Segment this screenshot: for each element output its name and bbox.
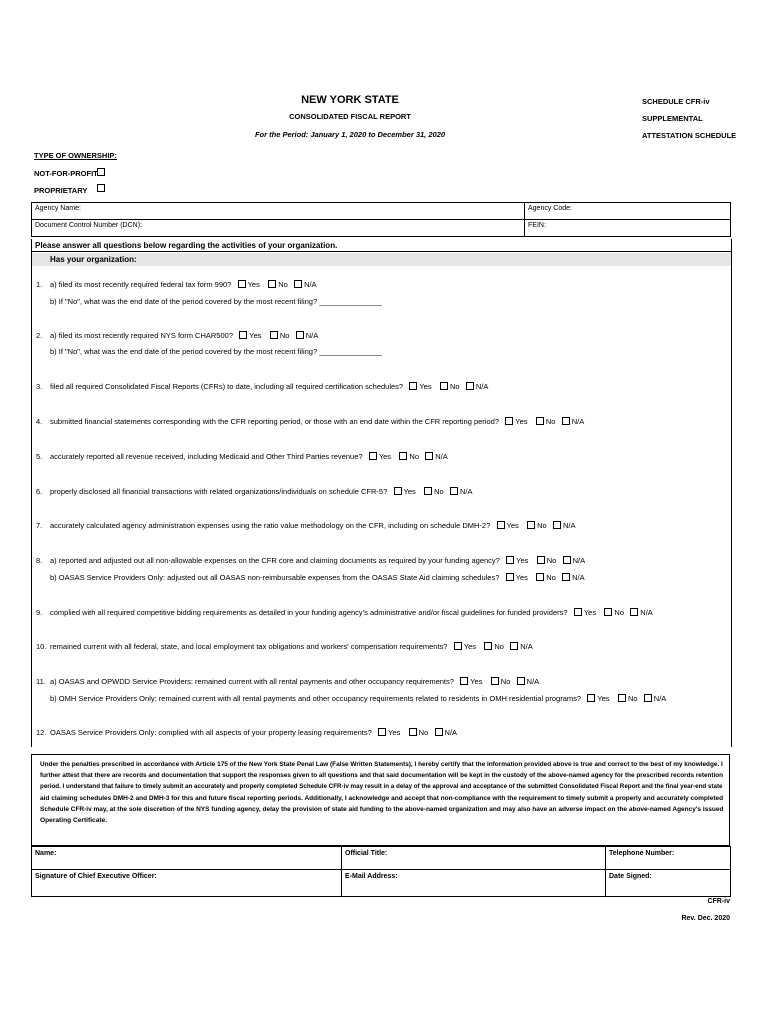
yes-checkbox[interactable] (505, 417, 513, 425)
agency-info-table (31, 202, 731, 237)
telephone-field[interactable] (606, 847, 731, 870)
yes-label: Yes (516, 556, 529, 565)
question-text: submitted financial statements corresponding with the CFR reporting period, or those with an end date within the CFR reporting period? (50, 417, 499, 426)
no-label: No (546, 556, 557, 565)
no-label: No (545, 417, 556, 426)
question-number: 9. (36, 608, 43, 617)
no-checkbox[interactable] (424, 487, 432, 495)
no-label: No (546, 573, 556, 582)
na-label: N/A (562, 521, 576, 530)
email-label: E-Mail Address: (345, 873, 398, 880)
question-text: accurately reported all revenue received, including Medicaid and Other Third Parties revenue? (50, 452, 363, 461)
question-text: b) OMH Service Providers Only: remained current with all rental payments and other occupancy requirements related to residents in OMH residential programs? (50, 694, 582, 703)
no-checkbox[interactable] (484, 642, 492, 650)
na-label: N/A (459, 487, 473, 496)
na-checkbox[interactable] (294, 280, 302, 288)
yes-label: Yes (515, 573, 528, 582)
no-checkbox[interactable] (270, 331, 278, 339)
no-checkbox[interactable] (618, 694, 626, 702)
yes-label: Yes (583, 608, 597, 617)
schedule-id: SCHEDULE CFR-iv (642, 97, 710, 106)
no-checkbox[interactable] (536, 573, 544, 581)
yes-label: Yes (247, 280, 260, 289)
yes-label: Yes (597, 694, 610, 703)
question-number: 12. (36, 728, 47, 737)
no-label: No (434, 487, 444, 496)
agency-code-label: Agency Code: (528, 205, 572, 212)
question-number: 1. (36, 280, 43, 289)
question-number: 4. (36, 417, 43, 426)
na-checkbox[interactable] (466, 382, 474, 390)
no-label: No (627, 694, 638, 703)
na-label: N/A (475, 382, 489, 391)
official-title-label: Official Title: (345, 850, 388, 857)
certification-statement (31, 754, 730, 846)
yes-label: Yes (506, 521, 519, 530)
yes-checkbox[interactable] (378, 728, 386, 736)
yes-checkbox[interactable] (587, 694, 595, 702)
na-label: N/A (435, 452, 448, 461)
cert-line: aid claiming schedules DMH-2 and DMH-3 for this and future fiscal reporting periods. Additionally, I acknowledge and accept that non-compliance with the requirement to timely submit a properly and accurately completed (40, 794, 724, 802)
na-checkbox[interactable] (296, 331, 304, 339)
question-text: OASAS Service Providers Only: complied with all aspects of your property leasing requirements? (50, 728, 372, 737)
schedule-attestation: ATTESTATION SCHEDULE (642, 131, 737, 140)
na-label: N/A (304, 280, 317, 289)
no-checkbox[interactable] (491, 677, 499, 685)
question-text: properly disclosed all financial transactions with related organizations/individuals on schedule CFR-5? (50, 487, 388, 496)
yes-checkbox[interactable] (409, 382, 417, 390)
agency-code-field[interactable] (525, 203, 731, 220)
form-id: CFR-iv (707, 898, 730, 905)
yes-label: Yes (388, 728, 401, 737)
dcn-field[interactable] (32, 220, 525, 237)
proprietary-label: PROPRIETARY (34, 186, 88, 195)
question-number: 11. (36, 677, 46, 686)
has-organization-label: Has your organization: (32, 253, 731, 266)
no-label: No (409, 452, 419, 461)
na-label: N/A (572, 556, 586, 565)
na-checkbox[interactable] (517, 677, 525, 685)
cert-line: Operating Certificate. (40, 817, 108, 825)
nfp-checkbox[interactable] (97, 168, 105, 176)
revision-date: Rev. Dec. 2020 (681, 915, 730, 922)
signature-label: Signature of Chief Executive Officer: (35, 873, 157, 880)
yes-checkbox[interactable] (460, 677, 468, 685)
question-number: 2. (36, 331, 43, 340)
na-checkbox[interactable] (562, 417, 570, 425)
question-number: 5. (36, 452, 43, 461)
official-title-field[interactable] (342, 847, 606, 870)
questions-header: Please answer all questions below regarding the activities of your organization. (32, 239, 731, 252)
no-label: No (494, 642, 504, 651)
yes-label: Yes (378, 452, 392, 461)
yes-checkbox[interactable] (574, 608, 582, 616)
proprietary-checkbox[interactable] (97, 184, 105, 192)
no-checkbox[interactable] (268, 280, 276, 288)
question-number: 8. (36, 556, 43, 565)
no-label: No (614, 608, 625, 617)
telephone-label: Telephone Number: (609, 850, 675, 857)
question-text: b) OASAS Service Providers Only: adjusted out all OASAS non-reimbursable expenses from the OASAS State Aid claiming schedules? (50, 573, 500, 582)
question-number: 7. (36, 521, 43, 530)
na-checkbox[interactable] (630, 608, 638, 616)
yes-checkbox[interactable] (369, 452, 377, 460)
date-signed-label: Date Signed: (609, 873, 652, 880)
na-label: N/A (520, 642, 533, 651)
agency-name-field[interactable] (32, 203, 525, 220)
na-label: N/A (572, 573, 585, 582)
cert-line: Under the penalties prescribed in accordance with Article 175 of the New York State Penal Law (False Written Statements), I hereby certify that the information provided above is true and correct to the best of my knowledge. I (40, 761, 723, 768)
question-text: a) OASAS and OPWDD Service Providers: remained current with all rental payments and other occupancy requirements? (50, 677, 454, 686)
yes-label: Yes (463, 642, 476, 651)
cert-line: further attest that there are records and documentation that support the responses given to all questions and that said documentation will be kept in the custody of the above-named agency for the prescribed records retention (40, 772, 724, 780)
na-checkbox[interactable] (510, 642, 518, 650)
no-label: No (449, 382, 460, 391)
na-label: N/A (640, 608, 653, 617)
na-checkbox[interactable] (435, 728, 443, 736)
email-field[interactable] (342, 870, 606, 897)
page-title: NEW YORK STATE (301, 94, 399, 106)
question-text: a) filed its most recently required NYS form CHAR500? (50, 331, 233, 340)
yes-checkbox[interactable] (497, 521, 505, 529)
yes-label: Yes (249, 331, 262, 340)
report-subtitle: CONSOLIDATED FISCAL REPORT (289, 112, 411, 121)
na-label: N/A (444, 728, 458, 737)
na-checkbox[interactable] (562, 573, 570, 581)
na-checkbox[interactable] (425, 452, 433, 460)
na-checkbox[interactable] (553, 521, 561, 529)
no-label: No (279, 331, 290, 340)
yes-checkbox[interactable] (506, 556, 514, 564)
yes-checkbox[interactable] (238, 280, 246, 288)
no-checkbox[interactable] (604, 608, 612, 616)
yes-label: Yes (515, 417, 528, 426)
question-text: remained current with all federal, state, and local employment tax obligations and workers' compensation requirements? (50, 642, 448, 651)
yes-checkbox[interactable] (506, 573, 514, 581)
fein-label: FEIN: (528, 222, 546, 229)
question-text: b) If "No", what was the end date of the period covered by the most recent filing? _______________ (50, 347, 382, 356)
question-number: 10. (36, 642, 47, 651)
question-text: a) reported and adjusted out all non-allowable expenses on the CFR core and claiming documents as required by your funding agency? (50, 556, 500, 565)
question-text: b) If "No", what was the end date of the period covered by the most recent filing? _______________ (50, 297, 382, 306)
reporting-period: For the Period: January 1, 2020 to December 31, 2020 (254, 130, 446, 139)
yes-checkbox[interactable] (394, 487, 402, 495)
na-checkbox[interactable] (563, 556, 571, 564)
na-label: N/A (653, 694, 667, 703)
question-number: 3. (36, 382, 43, 391)
name-label: Name: (35, 850, 57, 857)
yes-label: Yes (403, 487, 416, 496)
cert-line: Schedule CFR-iv may, at the sole discretion of the NYS funding agency, delay the provision of state aid funding to the above-named organization and may also have an adverse impact on the above-named Agency's issued (40, 805, 724, 813)
question-text: accurately calculated agency administration expenses using the ratio value methodology on the CFR, including on schedule DMH-2? (50, 521, 491, 530)
name-field[interactable] (32, 847, 342, 870)
questions-section (31, 239, 732, 747)
na-label: N/A (571, 417, 585, 426)
dcn-label: Document Control Number (DCN): (35, 222, 142, 229)
yes-checkbox[interactable] (454, 642, 462, 650)
yes-checkbox[interactable] (239, 331, 247, 339)
fein-field[interactable] (525, 220, 731, 237)
no-checkbox[interactable] (527, 521, 535, 529)
cert-line: period. I understand that failure to timely submit an accurately and properly completed Schedule CFR-iv may result in a delay of the approval and acceptance of the submitted Consolidated Fiscal Report and the final year-end state (40, 783, 723, 791)
question-text: complied with all required competitive bidding requirements as detailed in your funding agency's administrative and/or fiscal guidelines for funded providers? (50, 608, 568, 617)
nfp-label: NOT-FOR-PROFIT (34, 169, 98, 178)
na-label: N/A (305, 331, 319, 340)
signature-table (31, 846, 731, 897)
no-label: No (500, 677, 511, 686)
question-number: 6. (36, 487, 43, 496)
no-checkbox[interactable] (536, 417, 544, 425)
agency-name-label: Agency Name: (35, 205, 81, 212)
no-label: No (418, 728, 429, 737)
no-checkbox[interactable] (399, 452, 407, 460)
question-text: filed all required Consolidated Fiscal Reports (CFRs) to date, including all required certification schedules? (50, 382, 404, 391)
date-signed-field[interactable] (606, 870, 731, 897)
signature-field[interactable] (32, 870, 342, 897)
no-checkbox[interactable] (409, 728, 417, 736)
no-checkbox[interactable] (440, 382, 448, 390)
no-label: No (278, 280, 288, 289)
ownership-label: TYPE OF OWNERSHIP: (34, 151, 117, 160)
na-checkbox[interactable] (644, 694, 652, 702)
schedule-supplemental: SUPPLEMENTAL (642, 114, 703, 123)
yes-label: Yes (419, 382, 432, 391)
no-checkbox[interactable] (537, 556, 545, 564)
yes-label: Yes (470, 677, 483, 686)
question-text: a) filed its most recently required federal tax form 990? (50, 280, 232, 289)
na-checkbox[interactable] (450, 487, 458, 495)
na-label: N/A (526, 677, 540, 686)
no-label: No (537, 521, 547, 530)
